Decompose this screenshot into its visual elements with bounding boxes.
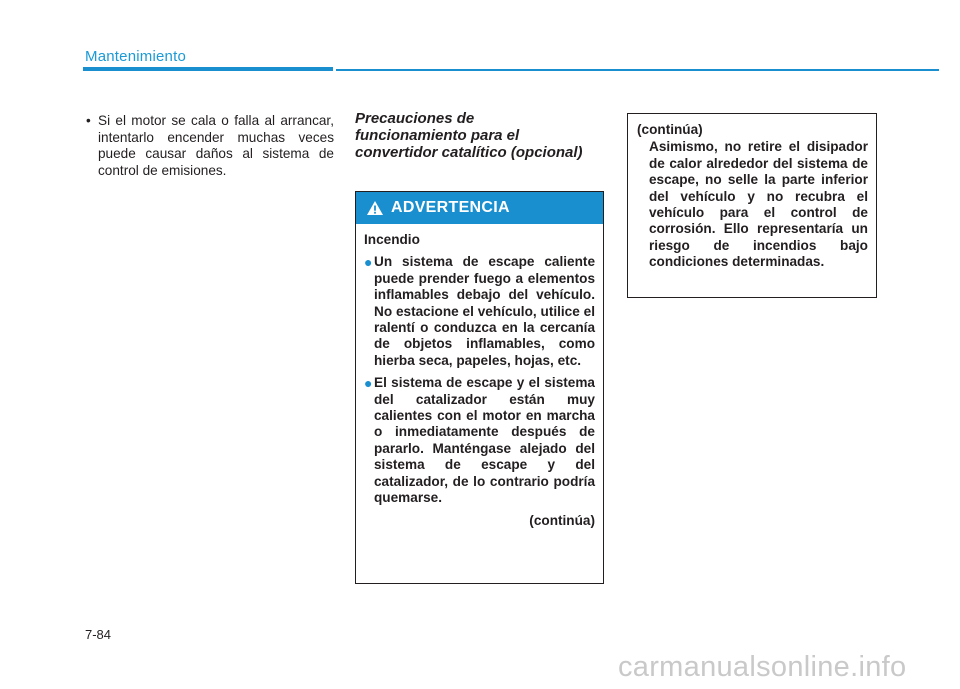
left-column — [86, 113, 334, 179]
warning-item-text: El sistema de escape y el sistema del catalizador están muy calientes con el motor en marcha o inmediatamente después de pararlo. Manténgase alejado del sistema de escape y del catalizador, de lo contrario podría quemarse. — [374, 375, 595, 506]
body-text: Si el motor se cala o falla al arrancar, intentarlo encender muchas veces puede causar daños al sistema de control de emisiones. — [98, 113, 334, 178]
header-rule-thin — [336, 69, 939, 71]
list-item — [364, 375, 595, 506]
continuation-text: Asimismo, no retire el disipador de calor alrededor del sistema de escape, no selle la parte inferior del vehículo y no recubra el vehículo para el control de corrosión. Ello representaría un riesgo de incendios bajo condiciones determinadas. — [649, 139, 868, 270]
header-rule-thick — [83, 67, 333, 71]
bullet: • — [86, 113, 91, 128]
page-number: 7-84 — [85, 627, 112, 642]
watermark: carmanualsonline.info — [618, 651, 907, 683]
continued-label: (continúa) — [529, 512, 595, 528]
warning-item-text: Un sistema de escape caliente puede prender fuego a elementos inflamables debajo del vehículo. No estacione el vehículo, utilice el ralentí o conduzca en la cercanía de objetos inflamables, como hierba seca, papeles, hojas, etc. — [374, 254, 595, 368]
continuation-heading: (continúa) — [637, 122, 703, 137]
bullet: ● — [364, 375, 373, 392]
continuation-box — [627, 113, 877, 298]
warning-triangle-icon — [366, 200, 384, 216]
warning-box — [355, 191, 604, 584]
list-item — [364, 254, 595, 369]
warning-title: ADVERTENCIA — [391, 199, 510, 216]
section-title: Mantenimiento — [85, 48, 186, 65]
warning-lead: Incendio — [364, 232, 420, 247]
list-item — [86, 113, 334, 179]
warning-header — [356, 192, 603, 224]
warning-body — [356, 224, 603, 529]
bullet: ● — [364, 254, 373, 271]
subheading: Precauciones de funcionamiento para el convertidor catalítico (opcional) — [355, 110, 583, 161]
